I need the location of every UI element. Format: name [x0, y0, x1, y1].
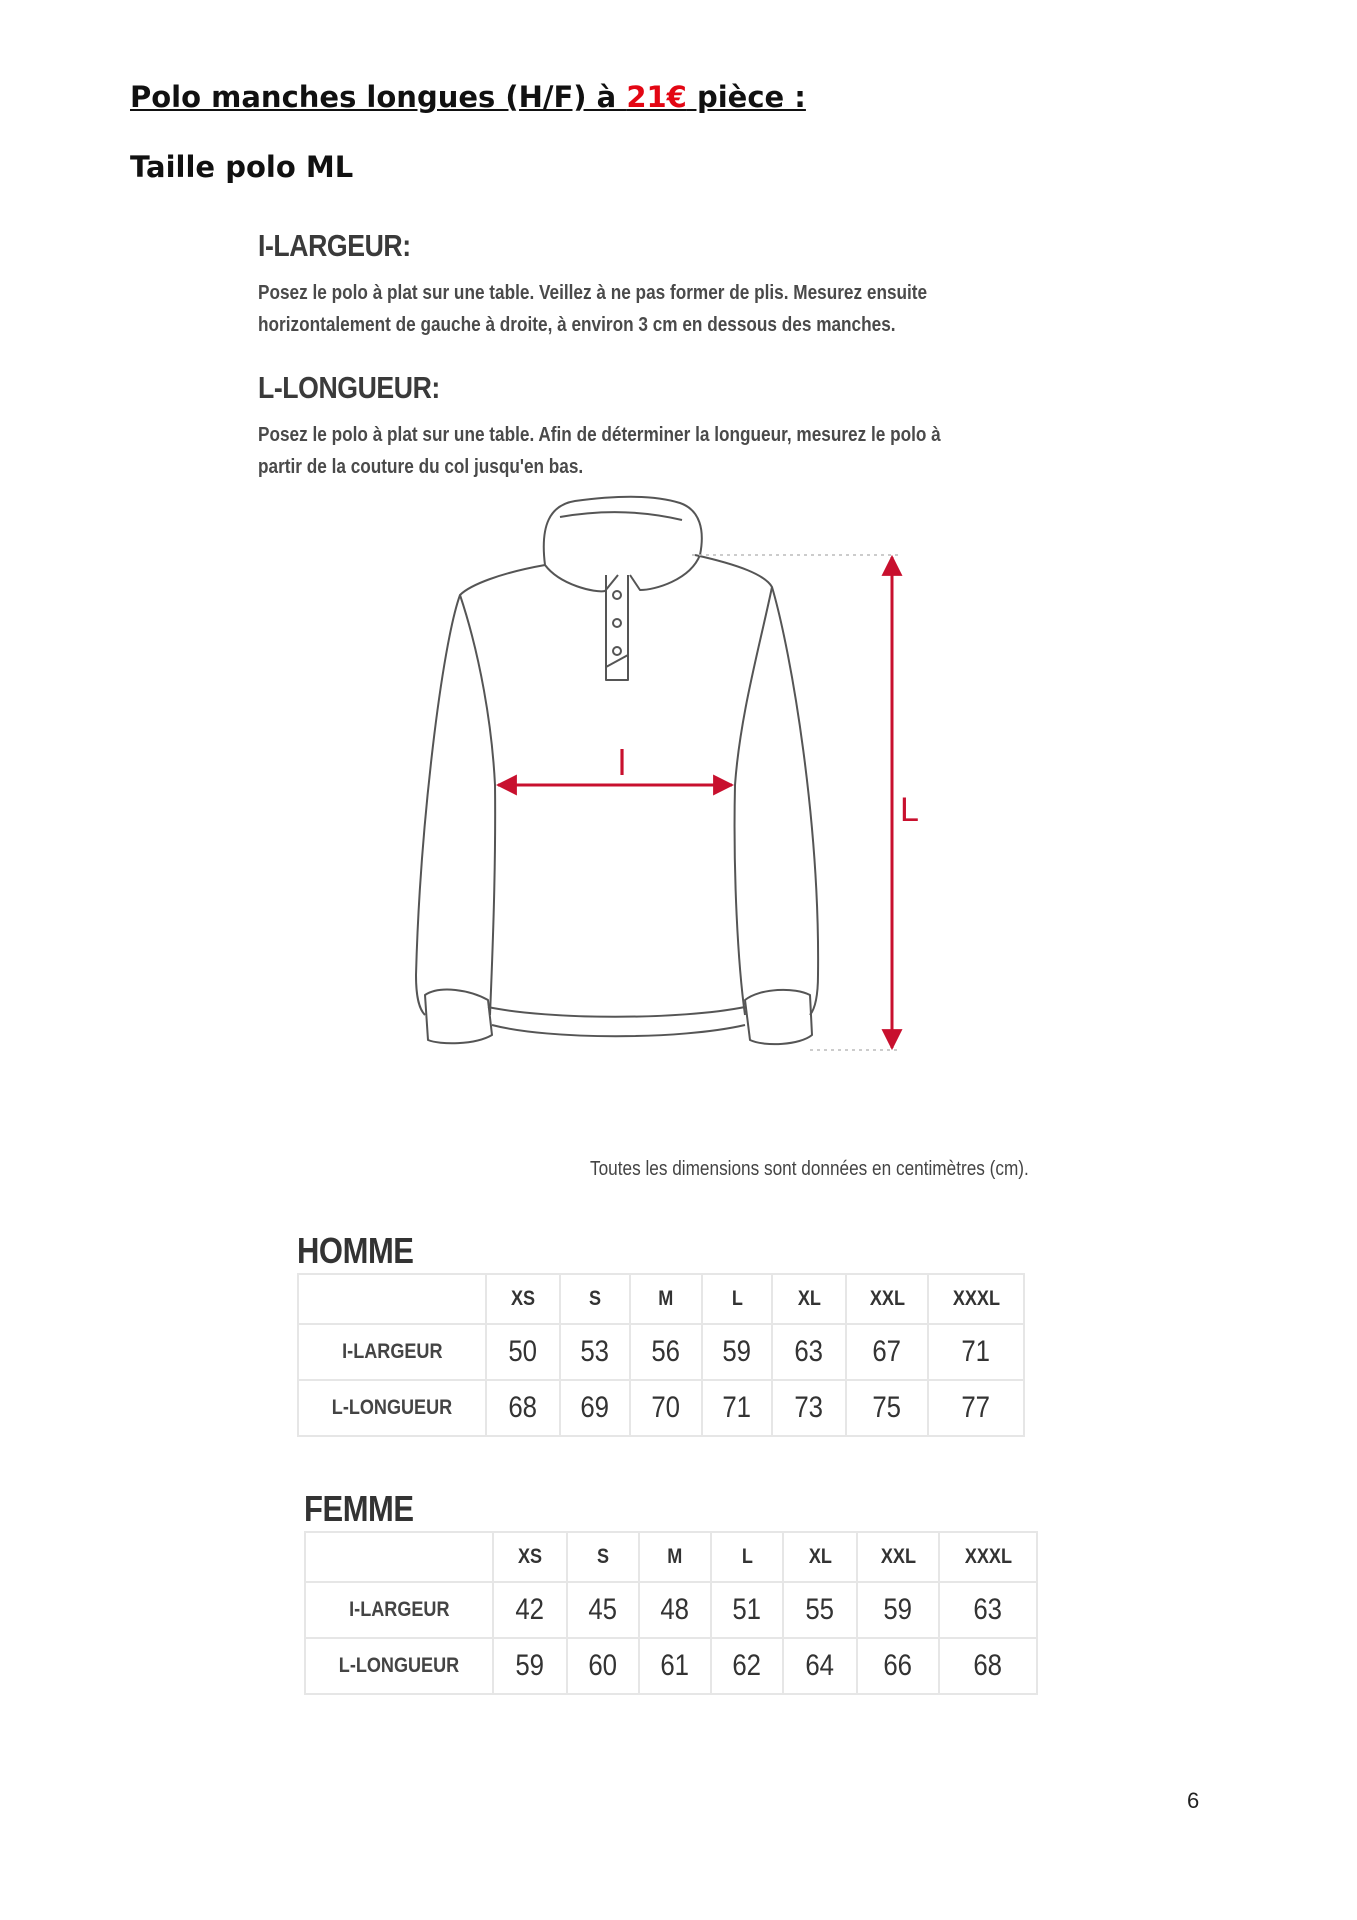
- length-guide-text: Posez le polo à plat sur une table. Afin de déterminer la longueur, mesurez le polo à partir de la couture du col jusqu'en bas.: [258, 424, 941, 478]
- cell: 59: [857, 1582, 939, 1638]
- subtitle: Taille polo ML: [130, 150, 354, 184]
- cell: 69: [560, 1380, 630, 1436]
- size-header: XXXL: [928, 1274, 1024, 1324]
- cell: 59: [702, 1324, 772, 1380]
- size-header: XL: [772, 1274, 846, 1324]
- cell: 64: [783, 1638, 857, 1694]
- heading-prefix: Polo manches longues (H/F) à: [130, 80, 627, 114]
- cell: 55: [783, 1582, 857, 1638]
- size-header: XS: [486, 1274, 560, 1324]
- size-header: XL: [783, 1532, 857, 1582]
- femme-title: FEMME: [304, 1488, 414, 1529]
- size-header: S: [560, 1274, 630, 1324]
- homme-title: HOMME: [297, 1230, 414, 1271]
- page-number: 6: [1187, 1788, 1200, 1813]
- size-header: XS: [493, 1532, 567, 1582]
- polo-measurement-diagram: [400, 495, 960, 1055]
- homme-size-table: [297, 1273, 1025, 1437]
- size-header: S: [567, 1532, 639, 1582]
- size-header: M: [630, 1274, 702, 1324]
- cell: 70: [630, 1380, 702, 1436]
- size-header: XXXL: [939, 1532, 1037, 1582]
- cell: 61: [639, 1638, 711, 1694]
- size-header: XXL: [857, 1532, 939, 1582]
- cell: 71: [928, 1324, 1024, 1380]
- cell: 60: [567, 1638, 639, 1694]
- cell: 77: [928, 1380, 1024, 1436]
- size-header: L: [711, 1532, 783, 1582]
- row-label: I-LARGEUR: [298, 1324, 486, 1380]
- cell: 73: [772, 1380, 846, 1436]
- page-heading: [130, 80, 806, 114]
- cell: 59: [493, 1638, 567, 1694]
- table-row: [298, 1324, 1024, 1380]
- width-guide-text: Posez le polo à plat sur une table. Veillez à ne pas former de plis. Mesurez ensuite horizontalement de gauche à droite, à environ 3 cm en dessous des manches.: [258, 282, 928, 336]
- row-label: L-LONGUEUR: [298, 1380, 486, 1436]
- length-guide-title: L-LONGUEUR:: [258, 370, 440, 405]
- price: 21€: [626, 80, 687, 114]
- placket-buttons: [613, 591, 621, 655]
- cell: 67: [846, 1324, 928, 1380]
- cell: 56: [630, 1324, 702, 1380]
- table-row: [305, 1638, 1037, 1694]
- cell: 71: [702, 1380, 772, 1436]
- size-header: L: [702, 1274, 772, 1324]
- length-marker-label: L: [900, 791, 919, 829]
- cell: 66: [857, 1638, 939, 1694]
- width-marker-label: l: [618, 742, 626, 783]
- cell: 51: [711, 1582, 783, 1638]
- size-header: XXL: [846, 1274, 928, 1324]
- cell: 75: [846, 1380, 928, 1436]
- size-header: M: [639, 1532, 711, 1582]
- units-note: Toutes les dimensions sont données en centimètres (cm).: [590, 1158, 1029, 1180]
- cell: 50: [486, 1324, 560, 1380]
- cell: 48: [639, 1582, 711, 1638]
- width-guide-title: I-LARGEUR:: [258, 228, 411, 263]
- header-row: [305, 1532, 1037, 1582]
- cell: 63: [772, 1324, 846, 1380]
- row-label: I-LARGEUR: [305, 1582, 493, 1638]
- cell: 42: [493, 1582, 567, 1638]
- table-row: [305, 1582, 1037, 1638]
- heading-suffix: pièce :: [686, 80, 806, 114]
- cell: 53: [560, 1324, 630, 1380]
- cell: 63: [939, 1582, 1037, 1638]
- cell: 68: [486, 1380, 560, 1436]
- cell: 68: [939, 1638, 1037, 1694]
- row-label: L-LONGUEUR: [305, 1638, 493, 1694]
- header-row: [298, 1274, 1024, 1324]
- femme-size-table: [304, 1531, 1038, 1695]
- cell: 45: [567, 1582, 639, 1638]
- table-row: [298, 1380, 1024, 1436]
- length-guide-lines: [692, 555, 900, 1050]
- cell: 62: [711, 1638, 783, 1694]
